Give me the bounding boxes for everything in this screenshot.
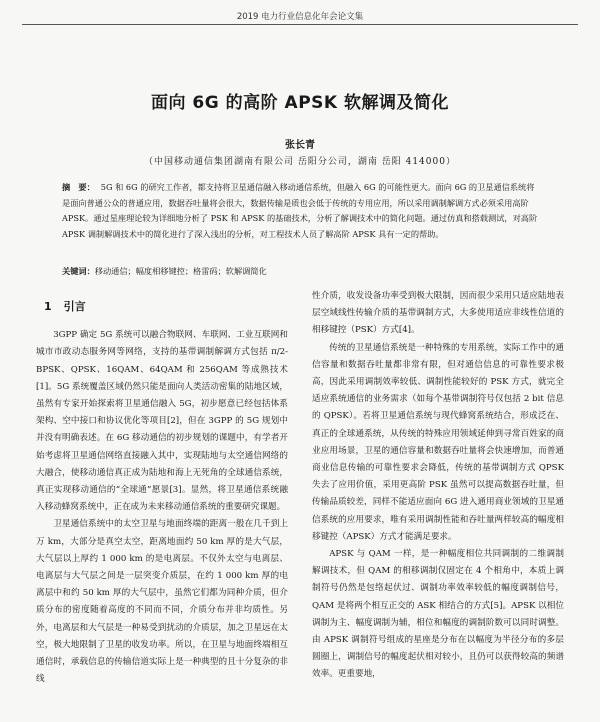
section-heading — [44, 298, 288, 315]
right-column — [312, 288, 564, 684]
paragraph: APSK 与 QAM 一样，是一种幅度相位共同调制的二维调制解调技术，但 QAM 的相移调制仅固定在 4 个相角中，本质上调制符号仍然是包络起伏过、调制功率效率较低的幅度调制信号，QAM 是将两个相互正交的 ASK 相结合的方式[5]。APSK 以相位调制为主、幅度调制为辅，相位和幅度的调制阶数可以同时调整。由 APSK 调制符号组成的星座是分布在以幅度为半径分布的多层圆圈上，调制信号的幅度起伏相对较小，且仍可以获得较高的频谱效率。更重要地， — [312, 549, 564, 680]
paragraph: 卫星通信系统中的太空卫星与地面终端的距离一般在几千到上万 km，大部分是真空太空，距离地面约 50 km 厚的是大气层，大气层以上厚约 1 000 km 的是电离层。不仅外太空与电离层、电离层与大气层之间是一层突变介质层，在约 1 000 km 厚的电离层中和约 50 km 厚的大气层中，虽然它们都为同种介质，但介质分布的密度随着高度的不同而不同，介质分布并非均质性。另外，电离层和大气层是一种易受到扰动的介质层，加之卫星远在太空，极大地限制了卫星的收发功率。所以，在卫星与地面终端相互通信时，承载信息的传输信道实际上是一种典型的且十分复杂的非线 — [36, 519, 288, 685]
abstract-label: 摘 要： — [62, 182, 95, 192]
paragraph: 传统的卫星通信系统是一种特殊的专用系统，实际工作中的通信容量和数据吞吐量都非常有限，但对通信信息的可靠性要求极高，因此采用调制效率较低、调制性能较好的 PSK 方式，就完全适应系统通信的业务需求（如每个基带调制符号仅包括 2 bit 信息的 QPSK）。若将卫星通信系统与现代蜂窝系统结合，形成泛在、真正的全球通系统，从传统的特殊应用领域延伸到寻常百姓家的商业应用场景，卫星的通信容量和数据吞吐量将会快速增加，而普通商业信息传输的可靠性要求会降低，传统的基带调制方式 QPSK 失去了应用价值，采用更高阶 PSK 虽然可以提高数据吞吐量，但传输品质较差，同样不能适应面向 6G 进入通用商业领域的卫星通信系统的应用要求，唯有采用调制性能和吞吐量两样较高的幅度相移键控（APSK）方式才能满足要求。 — [312, 342, 564, 542]
paragraph: 3GPP 确定 5G 系统可以融合物联网、车联网、工业互联网和城市市政动态服务网等网络，支持的基带调制解调方式包括 π/2-BPSK、QPSK、16QAM、64QAM 和 256QAM 等成熟技术[1]。5G 系统覆盖区域仍然只能是面向人类活动密集的陆地区域，虽然有专家开始探索将卫星通信融入 5G，初步愿意已经包括体系架构、空中接口和协议优化等项目[2]，但在 3GPP 的 5G 规划中并没有明确表述。在 6G 移动通信的初步规划的课题中，有学者开始考虑将卫星通信网络直接融入其中，实现陆地与太空通信网络的大融合，使移动通信真正成为陆地和海上无死角的全球通信系统，真正实现移动通信的“全球通”愿景[3]。显然，将卫星通信系统融入移动蜂窝系统中，正在成为未来移动通信系统的重要研究课题。 — [36, 330, 288, 513]
abstract — [62, 180, 542, 242]
keywords — [62, 264, 542, 278]
author-affiliation: （中国移动通信集团湖南有限公司 岳阳分公司，湖南 岳阳 414000） — [144, 157, 456, 167]
section-number: 1 — [44, 300, 52, 313]
paper-title: 面向 6G 的高阶 APSK 软解调及简化 — [151, 93, 449, 113]
keywords-text: 移动通信；幅度相移键控；格雷码；软解调简化 — [94, 266, 267, 276]
left-column — [36, 290, 288, 688]
running-head: 2019 电力行业信息化年会论文集 — [236, 12, 364, 22]
section-title: 引言 — [63, 300, 86, 313]
paragraph: 性介质，收发设备功率受到极大限制，因而很少采用只适应陆地表层空域线性传输介质的基带调制方式，大多使用适应非线性信道的相移键控（PSK）方式[4]。 — [312, 291, 564, 336]
abstract-text: 5G 和 6G 的研究工作者，都支持将卫星通信融入移动通信系统，但融入 6G 的可能性更大。面向 6G 的卫星通信系统将是面向普通公众的普通应用，数据吞吐量将会很大，数据传输是质也会低于传统的专用应用，所以采用调制解调方式必须采用高阶 APSK。通过星座理论较为详细地分析了 PSK 和 APSK 的基础技术，分析了解调技术中的简化问题。通过仿真和搭载测试，对高阶 APSK 调制解调技术中的简化进行了深入浅出的分析，对工程技术人员了解高阶 APSK 具有一定的帮助。 — [62, 182, 538, 239]
header-rule — [22, 24, 578, 25]
keywords-label: 关键词： — [62, 266, 95, 276]
author-name: 张长青 — [285, 140, 315, 151]
